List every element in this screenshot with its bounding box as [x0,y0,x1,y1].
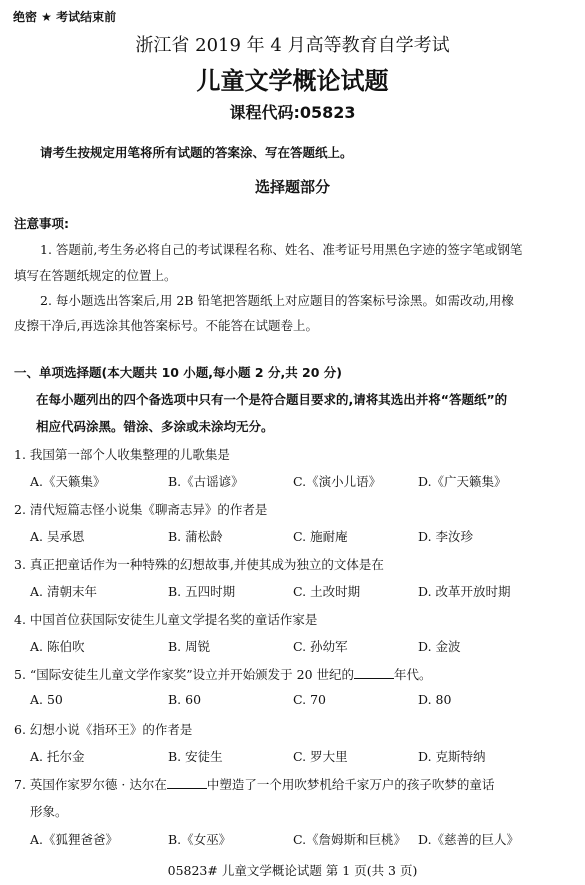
confidential-label: 绝密 ★ 考试结束前 [13,10,117,24]
question-6-option-c: C. 罗大里 [293,749,348,764]
question-7-option-d: D.《慈善的巨人》 [418,832,520,847]
question-5-option-b: B. 60 [168,692,202,707]
part-title: 选择题部分 [254,178,330,196]
question-4-option-a: A. 陈伯吹 [30,639,85,654]
question-2-option-a: A. 吴承恩 [30,529,85,544]
subject-title: 儿童文学概论试题 [196,67,389,95]
question-4-stem: 4. 中国首位获国际安徒生儿童文学提名奖的童话作家是 [14,612,318,627]
question-2-option-b: B. 蒲松龄 [168,529,223,544]
question-1-option-c: C.《演小儿语》 [293,474,382,489]
question-6-option-d: D. 克斯特纳 [418,749,486,764]
section-instruction-line-2: 相应代码涂黑。错涂、多涂或未涂均无分。 [36,419,274,434]
question-1-option-a: A.《天籁集》 [30,474,106,489]
note-1-line-2: 填写在答题纸规定的位置上。 [14,268,177,283]
question-4-option-c: C. 孙幼军 [293,639,348,654]
question-5-stem-before: 5. “国际安徒生儿童文学作家奖”设立并开始颁发于 20 世纪的 [14,667,355,682]
question-1-option-d: D.《广天籁集》 [418,474,507,489]
section-instruction-line-1: 在每小题列出的四个备选项中只有一个是符合题目要求的,请将其选出并将“答题纸”的 [36,392,508,407]
answer-blank [354,666,394,679]
note-2-line-2: 皮擦干净后,再选涂其他答案标号。不能答在试题卷上。 [14,318,318,333]
section-title: 一、单项选择题(本大题共 10 小题,每小题 2 分,共 20 分) [14,365,343,380]
question-3-option-b: B. 五四时期 [168,584,236,599]
course-code: 课程代码:05823 [229,103,356,122]
question-7-option-b: B.《女巫》 [168,832,232,847]
question-7-option-c: C.《詹姆斯和巨桃》 [293,832,407,847]
question-5-option-a: A. 50 [30,692,63,707]
question-6-stem: 6. 幻想小说《指环王》的作者是 [14,722,193,737]
question-7-option-a: A.《狐狸爸爸》 [30,832,119,847]
exam-title: 浙江省 2019 年 4 月高等教育自学考试 [135,35,450,56]
note-2-line-1: 2. 每小题选出答案后,用 2B 铅笔把答题纸上对应题目的答案标号涂黑。如需改动,用橡 [40,293,514,308]
question-2-stem: 2. 清代短篇志怪小说集《聊斋志异》的作者是 [14,502,268,517]
question-1-stem: 1. 我国第一部个人收集整理的儿歌集是 [14,447,230,462]
question-4-option-b: B. 周锐 [168,639,211,654]
question-4-option-d: D. 金波 [418,639,461,654]
question-3-stem: 3. 真正把童话作为一种特殊的幻想故事,并使其成为独立的文体是在 [14,557,384,572]
note-1-line-1: 1. 答题前,考生务必将自己的考试课程名称、姓名、准考证号用黑色字迹的签字笔或钢笔 [40,242,523,257]
answer-blank [167,776,207,789]
question-3-option-d: D. 改革开放时期 [418,584,511,599]
question-5-stem-after: 年代。 [394,667,432,682]
question-5-option-d: D. 80 [418,692,452,707]
question-6-option-b: B. 安徒生 [168,749,223,764]
question-3-option-c: C. 土改时期 [293,584,361,599]
question-6-option-a: A. 托尔金 [30,749,85,764]
question-7-stem-after: 中塑造了一个用吹梦机给千家万户的孩子吹梦的童话 [206,777,495,792]
question-2-option-d: D. 李汝珍 [418,529,474,544]
question-7-stem [14,775,494,793]
question-3-option-a: A. 清朝末年 [30,584,97,599]
question-1-option-b: B.《古谣谚》 [168,474,244,489]
notes-heading: 注意事项: [14,216,69,231]
question-5-stem [14,665,432,683]
question-7-stem-line-2: 形象。 [30,804,68,819]
question-2-option-c: C. 施耐庵 [293,529,348,544]
question-7-stem-before: 7. 英国作家罗尔德 · 达尔在 [14,777,167,792]
answer-instruction: 请考生按规定用笔将所有试题的答案涂、写在答题纸上。 [40,145,353,160]
page-footer: 05823# 儿童文学概论试题 第 1 页(共 3 页) [167,863,418,878]
question-5-option-c: C. 70 [293,692,326,707]
